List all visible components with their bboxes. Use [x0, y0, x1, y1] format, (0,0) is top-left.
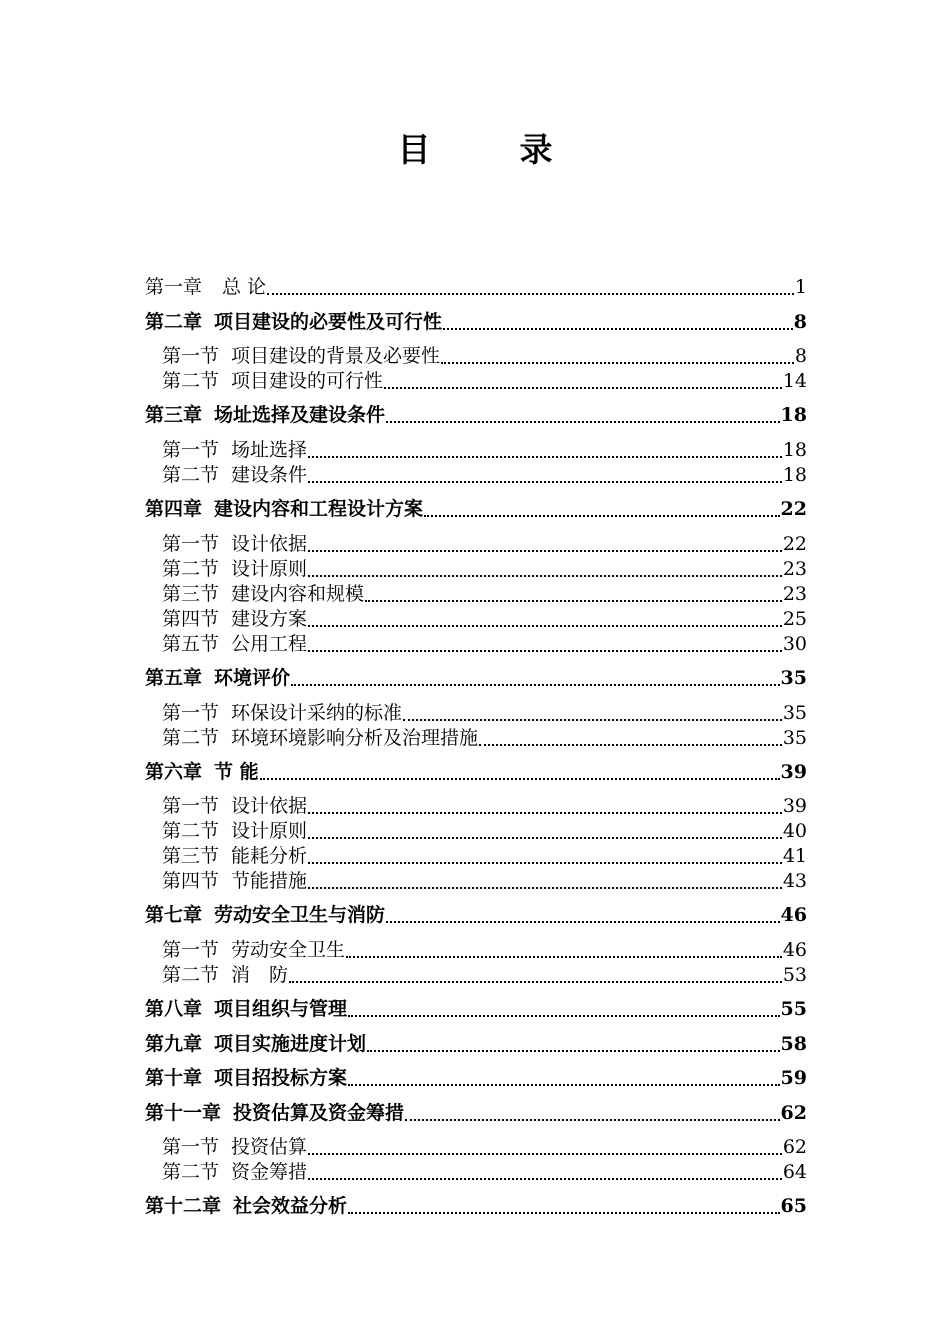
- dot-leader: [405, 1119, 780, 1121]
- toc-entry-title: 劳动安全卫生: [231, 939, 346, 961]
- toc-entry-number: 第九章: [145, 1033, 203, 1055]
- toc-entry-number: 第二节: [162, 558, 220, 580]
- toc-entry-number: 第五节: [162, 633, 220, 655]
- toc-page-number: 43: [782, 870, 807, 892]
- toc-entry-title: 设计原则: [231, 820, 308, 842]
- toc-entry-title: 项目组织与管理: [214, 998, 348, 1020]
- toc-entry-title: 公用工程: [231, 633, 308, 655]
- toc-entry-title: 投资估算及资金筹措: [233, 1102, 405, 1124]
- dot-leader: [308, 887, 782, 889]
- toc-entry-title: 场址选择及建设条件: [214, 404, 386, 426]
- toc-entry-title: 消 防: [231, 964, 289, 986]
- toc-section-entry[interactable]: [162, 579, 807, 606]
- toc-entry-number: 第十章: [145, 1067, 203, 1089]
- toc-page-number: 39: [782, 795, 807, 817]
- toc-page-number: 1: [794, 276, 807, 298]
- dot-leader: [441, 362, 794, 364]
- toc-page-number: 30: [782, 633, 807, 655]
- toc-entry-title: 项目建设的可行性: [231, 370, 384, 392]
- toc-entry-number: 第二节: [162, 727, 220, 749]
- toc-page-number: 62: [782, 1136, 807, 1158]
- dot-leader: [403, 719, 782, 721]
- page-title: 目 录: [397, 130, 581, 169]
- toc-section-entry[interactable]: [162, 723, 807, 750]
- dot-leader: [348, 1084, 780, 1086]
- toc-section-entry[interactable]: [162, 816, 807, 843]
- toc-page-number: 55: [780, 998, 807, 1020]
- toc-entry-number: 第二节: [162, 1161, 220, 1183]
- dot-leader: [308, 550, 782, 552]
- dot-leader: [348, 1212, 780, 1214]
- toc-page-number: 23: [782, 558, 807, 580]
- toc-entry-number: 第三节: [162, 845, 220, 867]
- toc-entry-number: 第十二章: [145, 1195, 222, 1217]
- toc-entry-title: 总 论: [222, 276, 267, 298]
- dot-leader: [479, 744, 782, 746]
- toc-section-entry[interactable]: [162, 629, 807, 656]
- toc-entry-title: 环境评价: [214, 667, 291, 689]
- dot-leader: [308, 625, 782, 627]
- toc-entry-title: 环境环境影响分析及治理措施: [231, 727, 479, 749]
- toc-entry-number: 第五章: [145, 667, 203, 689]
- toc-chapter-entry[interactable]: [145, 663, 807, 690]
- toc-entry-title: 建设条件: [231, 464, 308, 486]
- toc-entry-number: 第一章: [145, 276, 203, 298]
- dot-leader: [308, 1178, 782, 1180]
- toc-entry-number: 第一节: [162, 702, 220, 724]
- toc-entry-number: 第一节: [162, 439, 220, 461]
- dot-leader: [386, 421, 780, 423]
- toc-entry-number: 第四节: [162, 608, 220, 630]
- dot-leader: [260, 778, 780, 780]
- toc-section-entry[interactable]: [162, 604, 807, 631]
- dot-leader: [365, 600, 782, 602]
- toc-section-entry[interactable]: [162, 960, 807, 987]
- toc-entry-number: 第四节: [162, 870, 220, 892]
- dot-leader: [386, 921, 780, 923]
- toc-entry-number: 第三章: [145, 404, 203, 426]
- toc-section-entry[interactable]: [162, 366, 807, 393]
- toc-entry-number: 第八章: [145, 998, 203, 1020]
- toc-entry-number: 第一节: [162, 533, 220, 555]
- toc-page-number: 18: [782, 439, 807, 461]
- dot-leader: [348, 1015, 780, 1017]
- toc-entry-title: 设计依据: [231, 795, 308, 817]
- dot-leader: [443, 328, 793, 330]
- dot-leader: [308, 862, 782, 864]
- toc-page-number: 39: [780, 761, 807, 783]
- toc-entry-title: 项目建设的背景及必要性: [231, 345, 441, 367]
- toc-entry-title: 场址选择: [231, 439, 308, 461]
- toc-section-entry[interactable]: [162, 529, 807, 556]
- toc-section-entry[interactable]: [162, 1132, 807, 1159]
- toc-entry-title: 设计原则: [231, 558, 308, 580]
- toc-chapter-entry[interactable]: [145, 494, 807, 521]
- toc-chapter-entry[interactable]: [145, 1191, 807, 1218]
- toc-page-number: 59: [780, 1067, 807, 1089]
- toc-page-number: 46: [780, 904, 807, 926]
- toc-page-number: 35: [780, 667, 807, 689]
- toc-chapter-entry[interactable]: [145, 1029, 807, 1056]
- toc-page-number: 14: [782, 370, 807, 392]
- toc-entry-number: 第十一章: [145, 1102, 222, 1124]
- toc-page-number: 64: [782, 1161, 807, 1183]
- toc-entry-number: 第一节: [162, 1136, 220, 1158]
- dot-leader: [367, 1050, 780, 1052]
- toc-entry-title: 项目实施进度计划: [214, 1033, 367, 1055]
- dot-leader: [424, 515, 780, 517]
- dot-leader: [308, 1153, 782, 1155]
- dot-leader: [308, 456, 782, 458]
- toc-page-number: 62: [780, 1102, 807, 1124]
- toc-entry-number: 第二节: [162, 964, 220, 986]
- toc-entry-title: 能耗分析: [231, 845, 308, 867]
- toc-entry-title: 投资估算: [231, 1136, 308, 1158]
- toc-entry-number: 第二节: [162, 464, 220, 486]
- toc-section-entry[interactable]: [162, 841, 807, 868]
- toc-entry-number: 第六章: [145, 761, 203, 783]
- toc-page-number: 8: [794, 345, 807, 367]
- toc-entry-number: 第一节: [162, 345, 220, 367]
- toc-entry-number: 第一节: [162, 939, 220, 961]
- toc-entry-title: 项目招投标方案: [214, 1067, 348, 1089]
- toc-page-number: 65: [780, 1195, 807, 1217]
- toc-page-number: 22: [782, 533, 807, 555]
- toc-entry-number: 第三节: [162, 583, 220, 605]
- dot-leader: [384, 387, 782, 389]
- dot-leader: [308, 650, 782, 652]
- toc-page-number: 25: [782, 608, 807, 630]
- toc-section-entry[interactable]: [162, 460, 807, 487]
- dot-leader: [308, 812, 782, 814]
- toc-section-entry[interactable]: [162, 866, 807, 893]
- toc-chapter-entry[interactable]: [145, 400, 807, 427]
- toc-entry-title: 环保设计采纳的标准: [231, 702, 403, 724]
- toc-section-entry[interactable]: [162, 1157, 807, 1184]
- toc-chapter-entry[interactable]: [145, 900, 807, 927]
- dot-leader: [291, 684, 780, 686]
- toc-entry-title: 节 能: [214, 761, 259, 783]
- toc-page-number: 46: [782, 939, 807, 961]
- toc-entry-number: 第七章: [145, 904, 203, 926]
- toc-chapter-entry[interactable]: [145, 994, 807, 1021]
- toc-page-number: 40: [782, 820, 807, 842]
- dot-leader: [308, 575, 782, 577]
- toc-entry-title: 建设内容和工程设计方案: [214, 498, 424, 520]
- toc-entry-number: 第二节: [162, 370, 220, 392]
- toc-section-entry[interactable]: [162, 935, 807, 962]
- dot-leader: [289, 981, 782, 983]
- toc-section-entry[interactable]: [162, 698, 807, 725]
- toc-entry-number: 第一节: [162, 795, 220, 817]
- toc-entry-title: 劳动安全卫生与消防: [214, 904, 386, 926]
- toc-entry-title: 建设内容和规模: [231, 583, 365, 605]
- toc-entry-title: 设计依据: [231, 533, 308, 555]
- toc-page-number: 58: [780, 1033, 807, 1055]
- toc-page-number: 18: [782, 464, 807, 486]
- toc-page-number: 18: [780, 404, 807, 426]
- toc-chapter-entry[interactable]: [145, 272, 807, 299]
- toc-page-number: 22: [780, 498, 807, 520]
- dot-leader: [346, 956, 782, 958]
- toc-page-number: 23: [782, 583, 807, 605]
- toc-page-number: 35: [782, 727, 807, 749]
- toc-section-entry[interactable]: [162, 435, 807, 462]
- toc-chapter-entry[interactable]: [145, 1098, 807, 1125]
- toc-section-entry[interactable]: [162, 791, 807, 818]
- dot-leader: [267, 293, 794, 295]
- toc-section-entry[interactable]: [162, 554, 807, 581]
- toc-page-number: 41: [782, 845, 807, 867]
- toc-page-number: 53: [782, 964, 807, 986]
- toc-entry-number: 第四章: [145, 498, 203, 520]
- dot-leader: [308, 481, 782, 483]
- toc-entry-title: 资金筹措: [231, 1161, 308, 1183]
- toc-entry-number: 第二章: [145, 311, 203, 333]
- toc-page-number: 35: [782, 702, 807, 724]
- dot-leader: [308, 837, 782, 839]
- toc-section-entry[interactable]: [162, 341, 807, 368]
- toc-page-number: 8: [793, 311, 807, 333]
- toc-chapter-entry[interactable]: [145, 307, 807, 334]
- toc-chapter-entry[interactable]: [145, 1063, 807, 1090]
- toc-entry-title: 社会效益分析: [233, 1195, 348, 1217]
- toc-entry-title: 建设方案: [231, 608, 308, 630]
- toc-entry-title: 项目建设的必要性及可行性: [214, 311, 443, 333]
- toc-entry-number: 第二节: [162, 820, 220, 842]
- toc-chapter-entry[interactable]: [145, 757, 807, 784]
- toc-entry-title: 节能措施: [231, 870, 308, 892]
